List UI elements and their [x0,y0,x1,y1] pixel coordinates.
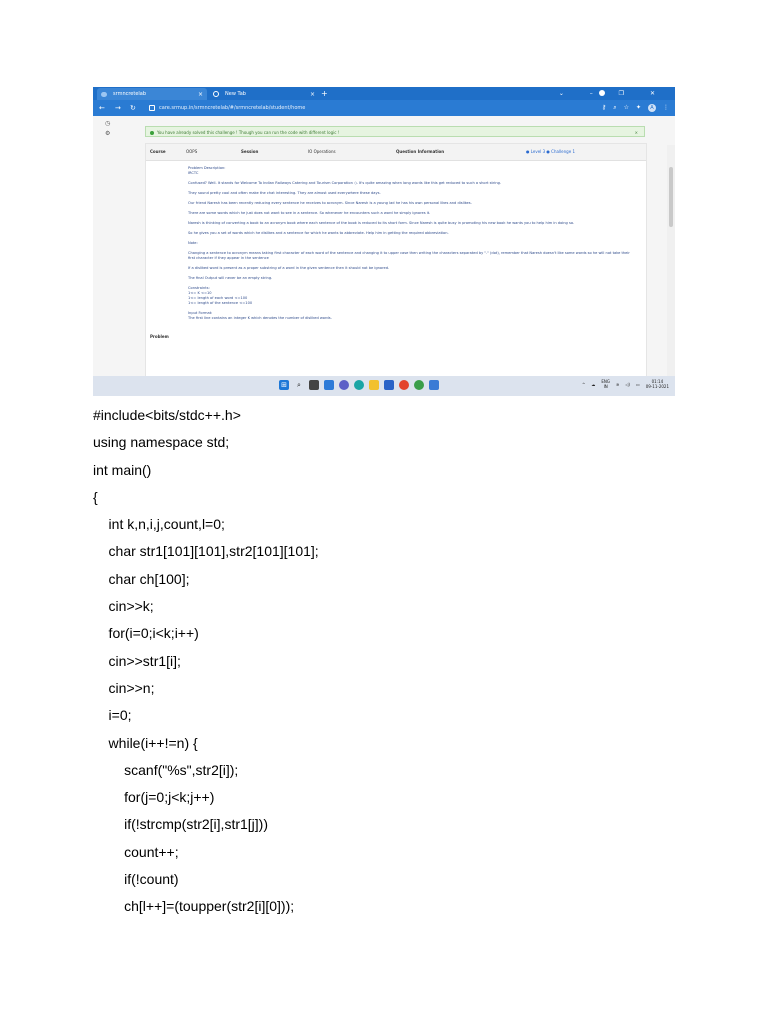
tab-srmncretelab[interactable] [97,88,207,100]
toolbar-icons [602,103,669,113]
code-line: #include<bits/stdc++.h> [93,407,241,423]
course-label: Course [150,149,166,154]
folder-icon[interactable] [369,380,379,390]
code-line: using namespace std; [93,434,230,451]
key-icon[interactable]: ⚷ [601,104,607,111]
code-line: for(i=0;i<k;i++) [93,625,199,642]
description-paragraph: Problem Description: IRCTC [188,166,226,175]
code-line: cin>>k; [93,598,154,615]
embedded-screenshot [93,87,675,396]
scrollbar-thumb[interactable] [669,167,673,227]
problem-label: Problem [150,334,169,339]
code-line: ch[l++]=(toupper(str2[i][0])); [93,898,295,915]
session-label: Session [241,149,259,154]
clock-icon[interactable]: ◷ [105,120,111,127]
chevron-up-icon[interactable]: ^ [581,381,586,387]
tab-new-tab[interactable] [209,88,319,100]
code-line: while(i++!=n) { [93,734,198,751]
description-paragraph: So he gives you a set of words which he dislikes and a sentence for which he wants to abbreviate. Help him in getting the required abbreviation. [188,231,449,235]
alert-text: You have already solved this challenge ! Though you can run the code with different logic ! [157,130,340,135]
description-paragraph: Note: [188,241,198,245]
app-icon[interactable] [429,380,439,390]
lock-icon [149,105,155,111]
code-line: cin>>n; [93,679,155,696]
code-listing [93,402,319,921]
code-line: int main() [93,461,152,478]
description-paragraph: There are some words which he just does not want to see in a sentence. So whenever he encounters such a word he simply ignores it. [188,211,431,215]
scrollbar[interactable] [667,145,675,396]
code-line: i=0; [93,707,132,724]
description-paragraph: Changing a sentence to acronym means taking first character of each word of the sentence and changing it to upper case then writing the characters separated by "." (dot), remember that Naresh doesn't like some words so he will not take their first character if they appear in the sentence [188,251,630,260]
new-tab-button[interactable]: + [321,89,328,98]
windows-start-icon[interactable]: ⊞ [279,380,289,390]
browser-tab-bar [93,87,675,100]
gear-icon[interactable]: ⚙ [105,130,111,137]
clock[interactable]: 01:14 09-11-2021 [645,379,669,389]
level-badge: ● Level 3 ● Challenge 1 [526,149,575,154]
url-text: care.srmup.in/srmncretelab/#/srmncretelab/student/home [159,105,306,111]
description-paragraph: Constraints: 1<= K <=10 1<= length of each word <=100 1<= length of the sentence <=100 [188,286,253,305]
code-line: for(j=0;j<k;j++) [93,789,215,806]
code-line: if(!strcmp(str2[i],str1[j])) [93,816,268,833]
description-paragraph: They sound pretty cool and often make the chat interesting. They are almost used everywhere these days. [188,191,381,195]
chat-icon[interactable] [339,380,349,390]
wifi-icon[interactable]: ≋ [615,381,620,387]
question-info-label: Question Information [396,149,445,154]
system-tray [582,379,669,389]
web-page [93,116,675,376]
cloud-icon[interactable]: ☁ [591,381,596,387]
description-paragraph: If a disliked word is present as a proper substring of a word in the given sentence then it should not be ignored. [188,266,390,270]
close-tab-icon[interactable]: × [309,90,315,98]
star-icon[interactable]: ☆ [623,104,629,111]
chrome-icon[interactable] [399,380,409,390]
problem-description [188,166,633,326]
question-header [146,144,646,161]
cloud-icon [101,92,107,97]
window-controls[interactable]: ⌄ – ❐ ✕ [558,90,667,97]
question-panel [145,143,647,378]
tab-label: srmncretelab [113,91,147,97]
description-paragraph: Naresh is thinking of converting a book to an acronym book where each sentence of the book is reduced to its short form. Since Naresh is quite busy in promoting his new book he wants you to help him in doing so. [188,221,575,225]
course-value: OOPS [186,149,198,154]
chrome-profile-icon[interactable] [414,380,424,390]
globe-icon [213,91,219,97]
code-line: scanf("%s",str2[i]); [93,761,239,778]
windows-taskbar [93,376,675,396]
forward-arrow-icon[interactable]: → [115,104,121,112]
tab-label: New Tab [225,91,246,97]
code-line: char str1[101][101],str2[101][101]; [93,543,319,560]
taskbar-apps [279,380,439,390]
close-alert-icon[interactable]: × [634,130,638,135]
session-value: IO Operations [308,149,336,154]
description-paragraph: Confused? Well. It stands for Welcome To Indian Railways Catering and Tourism Corporation :). It's quite amazing when long words like this get reduced to such a short string. [188,181,502,185]
code-line: char ch[100]; [93,570,190,587]
code-line: cin>>str1[i]; [93,652,181,669]
battery-icon[interactable]: ▭ [635,381,640,387]
description-paragraph: The final Output will never be an empty string. [188,276,273,280]
code-line: int k,n,i,j,count,l=0; [93,516,225,533]
task-view-icon[interactable] [309,380,319,390]
code-line: count++; [93,843,179,860]
address-bar [93,100,675,116]
avatar[interactable]: A [648,104,656,112]
close-tab-icon[interactable]: × [197,90,203,98]
reload-icon[interactable]: ↻ [130,104,136,112]
search-icon[interactable]: ⌕ [297,381,301,389]
extensions-icon[interactable]: ✦ [635,104,641,111]
edge-icon[interactable] [354,380,364,390]
back-arrow-icon[interactable]: ← [99,104,105,112]
success-alert [145,126,645,137]
zoom-icon[interactable]: ⌕ [613,104,617,111]
volume-icon[interactable]: ◁) [625,381,630,387]
language-indicator[interactable]: ENG IN [601,379,610,389]
description-paragraph: Our friend Naresh has been recently reducing every sentence he receives to acronym. Since Naresh is a young lad he has his own personal likes and dislikes. [188,201,472,205]
code-line: { [93,488,98,505]
menu-icon[interactable]: ⋮ [663,104,669,111]
url-field[interactable] [149,103,305,113]
code-line: if(!count) [93,871,179,888]
store-icon[interactable] [384,380,394,390]
widgets-icon[interactable] [324,380,334,390]
description-paragraph: Input Format: The first line contains an integer K which denotes the number of disliked words. [188,311,332,320]
check-icon [150,131,154,135]
